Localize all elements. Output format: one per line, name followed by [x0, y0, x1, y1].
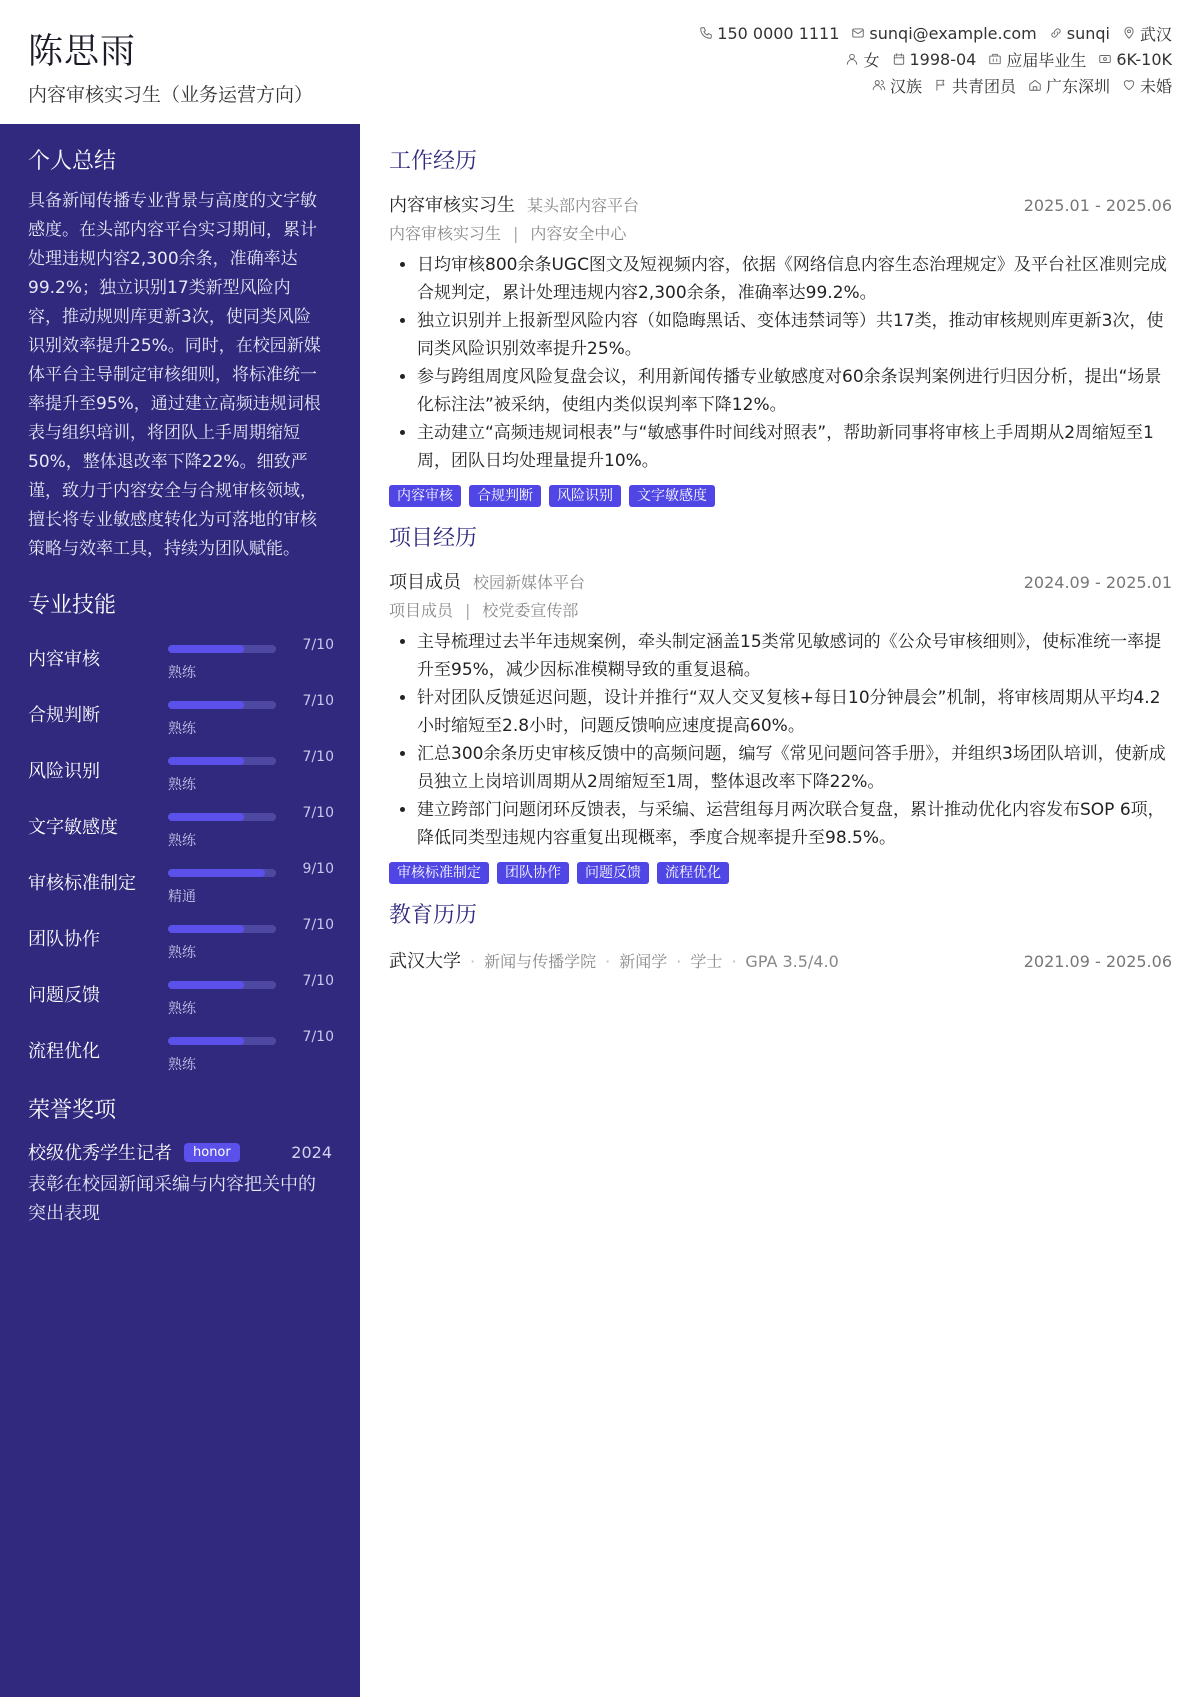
work-dept: 内容安全中心: [530, 224, 627, 243]
education-entry: [389, 947, 1172, 973]
skill-score: 7/10: [302, 973, 334, 989]
skills-heading: 专业技能: [28, 593, 117, 618]
contact-hometown: [1028, 74, 1110, 97]
skill-level: 熟练: [168, 777, 196, 793]
edu-date: 2021.09 - 2025.06: [1023, 952, 1172, 971]
skill-bar: [168, 981, 276, 989]
skill-item: [28, 799, 332, 855]
edu-gpa: GPA 3.5/4.0: [745, 952, 839, 971]
work-entry-header: [389, 191, 1172, 215]
edu-major: 新闻学: [619, 952, 668, 971]
gender-text: 女: [863, 50, 880, 70]
contact-email: [851, 24, 1036, 43]
user-icon: [845, 52, 859, 66]
wechat-icon: [1049, 26, 1063, 40]
skill-item: [28, 967, 332, 1023]
list-item: • 参与跨组周度风险复盘会议，利用新闻传播专业敏感度对60余条误判案例进行归因分析，提出“场景化标注法”被采纳，使组内类似误判率下降12%。: [417, 363, 1172, 419]
list-item: • 建立跨部门问题闭环反馈表，与采编、运营组每月两次联合复盘，累计推动优化内容发布SOP 6项，降低同类型违规内容重复出现概率，季度合规率提升至98.5%。: [417, 796, 1172, 852]
skill-name: 文字敏感度: [28, 817, 118, 838]
summary-heading: 个人总结: [28, 149, 117, 174]
edu-school: 武汉大学: [389, 951, 461, 972]
honor-title: 校级优秀学生记者: [28, 1143, 172, 1164]
skill-level: 熟练: [168, 833, 196, 849]
list-item: • 独立识别并上报新型风险内容（如隐晦黑话、变体违禁词等）共17类，推动审核规则库更新3次，使同类风险识别效率提升25%。: [417, 307, 1172, 363]
edu-degree: 学士: [690, 952, 723, 971]
skill-score: 7/10: [302, 1029, 334, 1045]
tag: 问题反馈: [577, 862, 649, 884]
email-text: sunqi@example.com: [869, 23, 1037, 43]
skill-level: 熟练: [168, 945, 196, 961]
list-item: • 针对团队反馈延迟问题，设计并推行“双人交叉复核+每日10分钟晨会”机制，将审核周期从平均4.2小时缩短至2.8小时，问题反馈响应速度提高60%。: [417, 684, 1172, 740]
skill-level: 精通: [168, 889, 196, 905]
separator-dot: ·: [605, 952, 611, 971]
work-bullets: [389, 251, 1172, 475]
skill-name: 合规判断: [28, 705, 100, 726]
skill-level: 熟练: [168, 1057, 196, 1073]
contact-salary: [1098, 50, 1172, 69]
building-icon: [988, 52, 1002, 66]
honor-badge: honor: [184, 1143, 240, 1162]
candidate-name: 陈思雨: [28, 32, 137, 72]
tag: 文字敏感度: [629, 485, 715, 507]
wallet-icon: [1098, 52, 1112, 66]
skill-name: 风险识别: [28, 761, 100, 782]
separator-dot: ·: [731, 952, 737, 971]
separator-dot: ·: [470, 952, 476, 971]
project-dept: 校党委宣传部: [482, 601, 579, 620]
flag-icon: [934, 78, 948, 92]
marital-text: 未婚: [1139, 76, 1172, 96]
skill-bar: [168, 701, 276, 709]
work-role: 内容审核实习生: [389, 224, 502, 243]
project-bullets: [389, 628, 1172, 852]
ethnicity-text: 汉族: [889, 76, 922, 96]
skill-bar-fill: [168, 701, 244, 709]
divider: |: [465, 601, 471, 620]
heart-icon: [1122, 78, 1136, 92]
contact-location: [1122, 22, 1172, 45]
skill-score: 9/10: [302, 861, 334, 877]
list-item: • 日均审核800余条UGC图文及短视频内容，依据《网络信息内容生态治理规定》及平台社区准则完成合规判定，累计处理违规内容2,300余条，准确率达99.2%。: [417, 251, 1172, 307]
skill-bar: [168, 925, 276, 933]
politics-text: 共青团员: [951, 76, 1016, 96]
wechat-text: sunqi: [1066, 23, 1110, 43]
project-title: 项目成员: [389, 572, 461, 593]
tag: 合规判断: [469, 485, 541, 507]
skill-name: 团队协作: [28, 929, 100, 950]
education-heading: 教育历历: [389, 903, 478, 928]
contact-phone: [699, 24, 839, 43]
project-role: 项目成员: [389, 601, 454, 620]
contact-row-2: [845, 48, 1172, 70]
project-tags: [389, 862, 1172, 884]
skill-name: 流程优化: [28, 1041, 100, 1062]
contact-wechat: [1049, 24, 1110, 43]
skill-score: 7/10: [302, 637, 334, 653]
skill-bar: [168, 757, 276, 765]
skill-item: [28, 743, 332, 799]
skill-item: [28, 687, 332, 743]
salary-text: 6K-10K: [1116, 49, 1172, 69]
skill-bar-fill: [168, 757, 244, 765]
project-date: 2024.09 - 2025.01: [1023, 573, 1172, 592]
work-heading: 工作经历: [389, 149, 478, 174]
skill-bar: [168, 813, 276, 821]
summary-text: 具备新闻传播专业背景与高度的文字敏感度。在头部内容平台实习期间，累计处理违规内容2,300余条，准确率达99.2%；独立识别17类新型风险内容，推动规则库更新3次，使同类风险识别效率提升25%。同时，在校园新媒体平台主导制定审核细则，将标准统一率提升至95%，通过建立高频违规词根表与组织培训，将团队上手周期缩短50%，整体退改率下降22%。细致严谨，致力于内容安全与合规审核领域，擅长将专业敏感度转化为可落地的审核策略与效率工具，持续为团队赋能。: [28, 191, 321, 559]
contact-info: [699, 22, 1172, 96]
skill-bar-fill: [168, 981, 244, 989]
contact-birth: [892, 50, 977, 69]
skill-bar-fill: [168, 813, 244, 821]
skill-level: 熟练: [168, 1001, 196, 1017]
skill-name: 问题反馈: [28, 985, 100, 1006]
status-text: 应届毕业生: [1006, 50, 1087, 70]
main-content: [389, 124, 1172, 973]
skill-name: 审核标准制定: [28, 873, 136, 894]
tag: 风险识别: [549, 485, 621, 507]
skill-item: [28, 1023, 332, 1079]
phone-text: 150 0000 1111: [717, 23, 840, 43]
skill-score: 7/10: [302, 749, 334, 765]
skill-bar-fill: [168, 869, 265, 877]
hometown-text: 广东深圳: [1045, 76, 1110, 96]
project-entry-header: [389, 568, 1172, 592]
mail-icon: [851, 26, 865, 40]
honor-year: 2024: [291, 1142, 332, 1162]
location-text: 武汉: [1139, 24, 1172, 44]
work-subline: [389, 221, 1172, 243]
calendar-icon: [892, 52, 906, 66]
skill-bar: [168, 645, 276, 653]
work-title: 内容审核实习生: [389, 195, 515, 216]
skill-score: 7/10: [302, 693, 334, 709]
contact-status: [988, 48, 1086, 71]
work-tags: [389, 485, 1172, 507]
work-date: 2025.01 - 2025.06: [1023, 196, 1172, 215]
job-target: 内容审核实习生（业务运营方向）: [28, 84, 314, 106]
skill-bar-fill: [168, 645, 244, 653]
tag: 团队协作: [497, 862, 569, 884]
work-org: 某头部内容平台: [527, 196, 640, 215]
location-icon: [1122, 26, 1136, 40]
honors-heading: 荣誉奖项: [28, 1098, 117, 1123]
sidebar: [0, 124, 360, 1697]
project-subline: [389, 598, 1172, 620]
contact-row-1: [699, 22, 1172, 44]
skill-name: 内容审核: [28, 649, 100, 670]
contact-marital: [1122, 74, 1172, 97]
skill-bar-fill: [168, 1037, 244, 1045]
list-item: • 主动建立“高频违规词根表”与“敏感事件时间线对照表”，帮助新同事将审核上手周期从2周缩短至1周，团队日均处理量提升10%。: [417, 419, 1172, 475]
skill-level: 熟练: [168, 665, 196, 681]
phone-icon: [699, 26, 713, 40]
birth-text: 1998-04: [909, 49, 977, 69]
skills-list: [28, 631, 332, 1079]
contact-ethnicity: [872, 74, 922, 97]
honor-description: 表彰在校园新闻采编与内容把关中的突出表现: [28, 1174, 316, 1224]
skill-item: [28, 631, 332, 687]
resume-header: [0, 0, 1200, 124]
contact-politics: [934, 74, 1016, 97]
contact-gender: [845, 48, 879, 71]
tag: 内容审核: [389, 485, 461, 507]
skill-level: 熟练: [168, 721, 196, 737]
tag: 审核标准制定: [389, 862, 489, 884]
project-org: 校园新媒体平台: [473, 573, 586, 592]
home-icon: [1028, 78, 1042, 92]
divider: |: [513, 224, 519, 243]
skill-bar: [168, 869, 276, 877]
tag: 流程优化: [657, 862, 729, 884]
people-icon: [872, 78, 886, 92]
skill-score: 7/10: [302, 805, 334, 821]
project-heading: 项目经历: [389, 526, 478, 551]
contact-row-3: [872, 74, 1172, 96]
list-item: • 汇总300余条历史审核反馈中的高频问题，编写《常见问题问答手册》，并组织3场团队培训，使新成员独立上岗培训周期从2周缩短至1周，整体退改率下降22%。: [417, 740, 1172, 796]
list-item: • 主导梳理过去半年违规案例，牵头制定涵盖15类常见敏感词的《公众号审核细则》，使标准统一率提升至95%，减少因标准模糊导致的重复退稿。: [417, 628, 1172, 684]
edu-college: 新闻与传播学院: [484, 952, 597, 971]
honor-item: [28, 1140, 332, 1164]
skill-item: [28, 855, 332, 911]
separator-dot: ·: [676, 952, 682, 971]
skill-bar: [168, 1037, 276, 1045]
skill-bar-fill: [168, 925, 244, 933]
skill-score: 7/10: [302, 917, 334, 933]
skill-item: [28, 911, 332, 967]
